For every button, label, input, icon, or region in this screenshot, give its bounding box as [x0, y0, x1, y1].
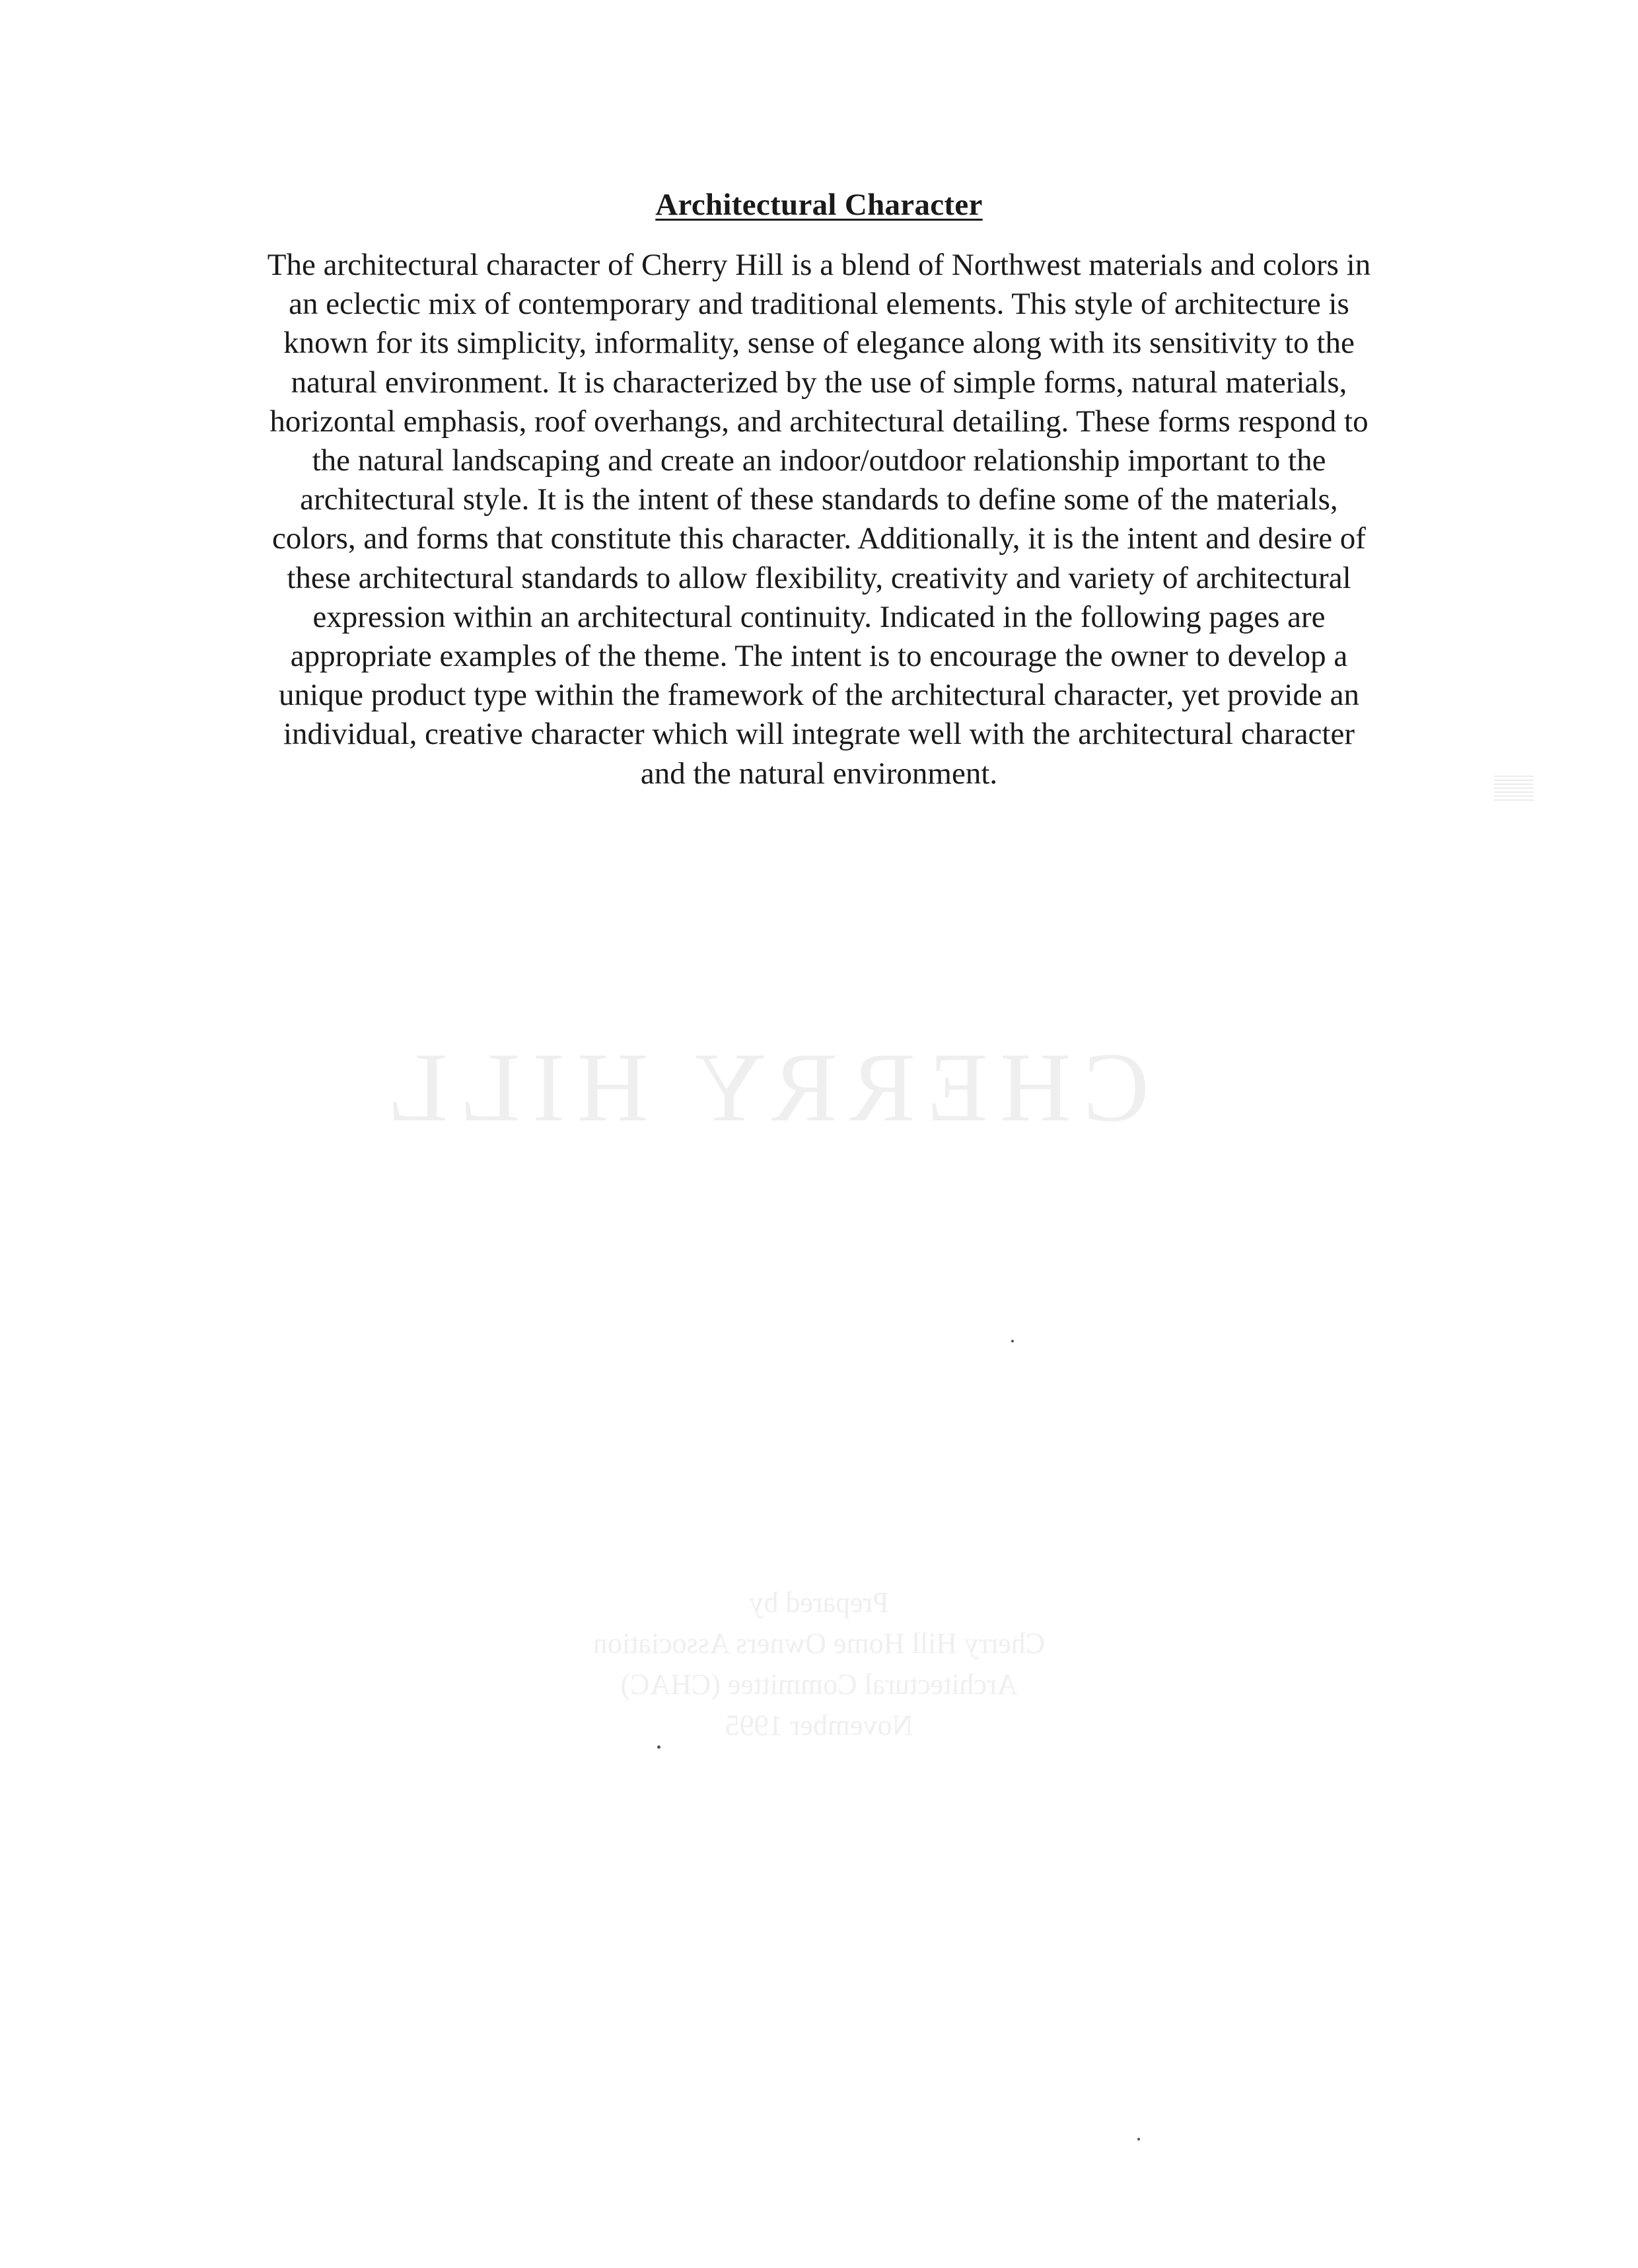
paragraph-line: and the natural environment.: [640, 756, 998, 791]
paragraph-line: appropriate examples of the theme. The intent is to encourage the owner to develop a: [290, 639, 1348, 674]
scan-speck: [657, 1745, 660, 1749]
paragraph-line: horizontal emphasis, roof overhangs, and architectural detailing. These forms respond to: [269, 404, 1369, 439]
page-title: Architectural Character: [655, 188, 983, 223]
paragraph-line: colors, and forms that constitute this character. Additionally, it is the intent and desire of: [272, 521, 1366, 556]
paragraph-line: the natural landscaping and create an indoor/outdoor relationship important to the: [312, 443, 1326, 478]
body-paragraph: [198, 246, 1440, 793]
paragraph-line: natural environment. It is characterized by the use of simple forms, natural materials,: [291, 365, 1347, 400]
paragraph-line: architectural style. It is the intent of these standards to define some of the materials,: [300, 482, 1338, 517]
scan-smudge: [1494, 774, 1534, 801]
show-through-line: November 1995: [725, 1709, 913, 1741]
paragraph-line: expression within an architectural continuity. Indicated in the following pages are: [312, 599, 1326, 634]
show-through-line: Architectural Committee (CHAC): [620, 1668, 1018, 1701]
paragraph-line: unique product type within the framework of the architectural character, yet provide an: [279, 678, 1359, 713]
show-through-title: CHERRY HILL: [375, 1033, 1149, 1142]
show-through-line: Cherry Hill Home Owners Association: [592, 1627, 1046, 1660]
scan-speck: [1137, 2138, 1140, 2140]
scan-speck: [1011, 1340, 1014, 1342]
show-through-line: Prepared by: [749, 1586, 889, 1619]
show-through-credits: [515, 1582, 1123, 1746]
paragraph-line: an eclectic mix of contemporary and traditional elements. This style of architecture is: [289, 287, 1349, 322]
paragraph-line: known for its simplicity, informality, sense of elegance along with its sensitivity to the: [283, 326, 1355, 361]
paragraph-line: individual, creative character which will integrate well with the architectural character: [283, 717, 1355, 752]
paragraph-line: The architectural character of Cherry Hill is a blend of Northwest materials and colors in: [267, 248, 1371, 282]
paragraph-line: these architectural standards to allow flexibility, creativity and variety of architectural: [287, 560, 1351, 595]
